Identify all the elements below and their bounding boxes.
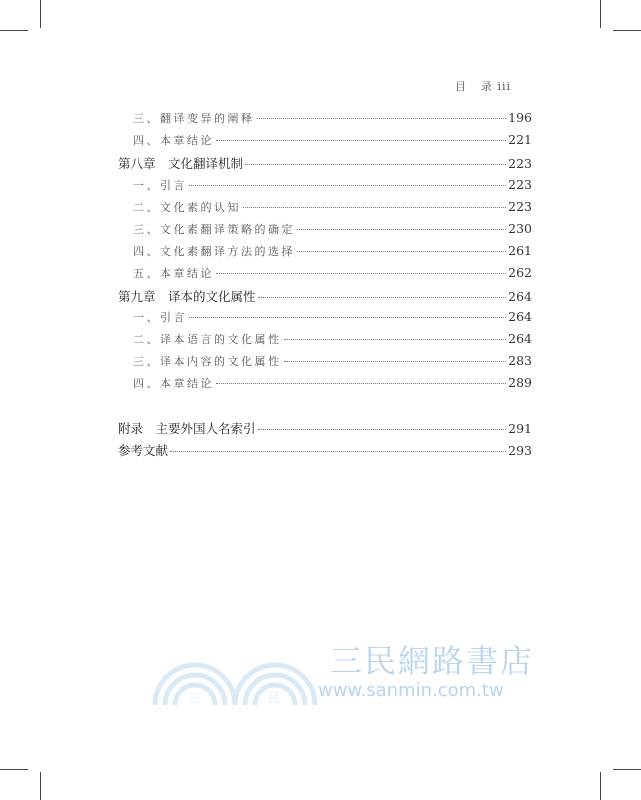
toc-entry [133, 243, 532, 261]
toc-entry-title: 附录 主要外国人名索引 [118, 421, 256, 436]
toc-entry [118, 154, 532, 172]
toc-entry [118, 441, 532, 459]
watermark-logo-char: 三 [188, 691, 201, 705]
leader-dots [243, 207, 506, 208]
toc-entry-title: 四、文化素翻译方法的选择 [133, 245, 295, 258]
toc-entry-title: 一、引言 [133, 311, 187, 324]
toc-entry-page: 293 [508, 443, 532, 458]
toc-entry-page: 223 [508, 177, 532, 192]
leader-dots [257, 118, 507, 119]
toc-entry [133, 110, 532, 128]
header-section: 目 [455, 80, 467, 93]
toc-entry-page: 196 [508, 110, 532, 125]
toc-entry [133, 265, 532, 283]
leader-dots [284, 339, 507, 340]
toc-entry-title: 五、本章结论 [133, 267, 214, 280]
leader-dots [189, 185, 506, 186]
toc-entry [118, 287, 532, 305]
toc-entry-page: 264 [508, 309, 532, 324]
toc-entry [133, 309, 532, 327]
toc-entry [133, 353, 532, 371]
toc-entry-page: 261 [508, 243, 532, 258]
toc-entry-page: 262 [508, 265, 532, 280]
watermark-name: 三民網路書店 [330, 642, 535, 680]
running-header [455, 78, 511, 94]
leader-dots [258, 429, 507, 430]
crop-mark [613, 30, 641, 31]
toc-entry-page: 221 [508, 132, 532, 147]
toc-entry-page: 223 [508, 156, 532, 171]
crop-mark [600, 0, 601, 28]
crop-mark [0, 769, 28, 770]
crop-mark [613, 769, 641, 770]
toc-entry-title: 第八章 文化翻译机制 [118, 156, 244, 171]
toc-entry-title: 一、引言 [133, 179, 187, 192]
toc-entry-page: 291 [508, 421, 532, 436]
crop-mark [0, 30, 28, 31]
leader-dots [189, 317, 506, 318]
toc-entry [133, 132, 532, 150]
leader-dots [245, 164, 506, 165]
toc-entry [133, 177, 532, 195]
leader-dots [216, 383, 506, 384]
toc-entry-page: 230 [508, 221, 532, 236]
watermark-url: www.sanmin.com.tw [318, 680, 504, 701]
toc-entry-title: 四、本章结论 [133, 134, 214, 147]
watermark-logo-char: 民 [268, 691, 281, 705]
toc-entry [133, 199, 532, 217]
crop-mark [600, 772, 601, 800]
toc-entry-title: 二、文化素的认知 [133, 201, 241, 214]
header-title: 录 [481, 80, 493, 93]
toc-entry-page: 283 [508, 353, 532, 368]
toc-entry [133, 221, 532, 239]
crop-mark [40, 772, 41, 800]
toc-entry-page: 223 [508, 199, 532, 214]
toc-entry-title: 三、译本内容的文化属性 [133, 355, 282, 368]
toc-entry [118, 419, 532, 437]
toc-entry-page: 264 [508, 331, 532, 346]
leader-dots [284, 361, 507, 362]
toc-entry [133, 331, 532, 349]
toc-entry-page: 289 [508, 375, 532, 390]
leader-dots [297, 251, 506, 252]
toc-entry [133, 375, 532, 393]
leader-dots [216, 273, 506, 274]
toc-entry-title: 三、翻译变异的阐释 [133, 112, 255, 125]
leader-dots [297, 229, 506, 230]
leader-dots [216, 140, 506, 141]
header-page: iii [497, 80, 512, 93]
toc-entry-page: 264 [508, 289, 532, 304]
toc-entry-title: 二、译本语言的文化属性 [133, 333, 282, 346]
toc-entry-title: 三、文化素翻译策略的确定 [133, 223, 295, 236]
toc-entry-title: 参考文献 [118, 443, 169, 458]
toc-entry-title: 四、本章结论 [133, 377, 214, 390]
leader-dots [258, 297, 507, 298]
leader-dots [170, 451, 506, 452]
crop-mark [40, 0, 41, 28]
toc-entry-title: 第九章 译本的文化属性 [118, 289, 256, 304]
